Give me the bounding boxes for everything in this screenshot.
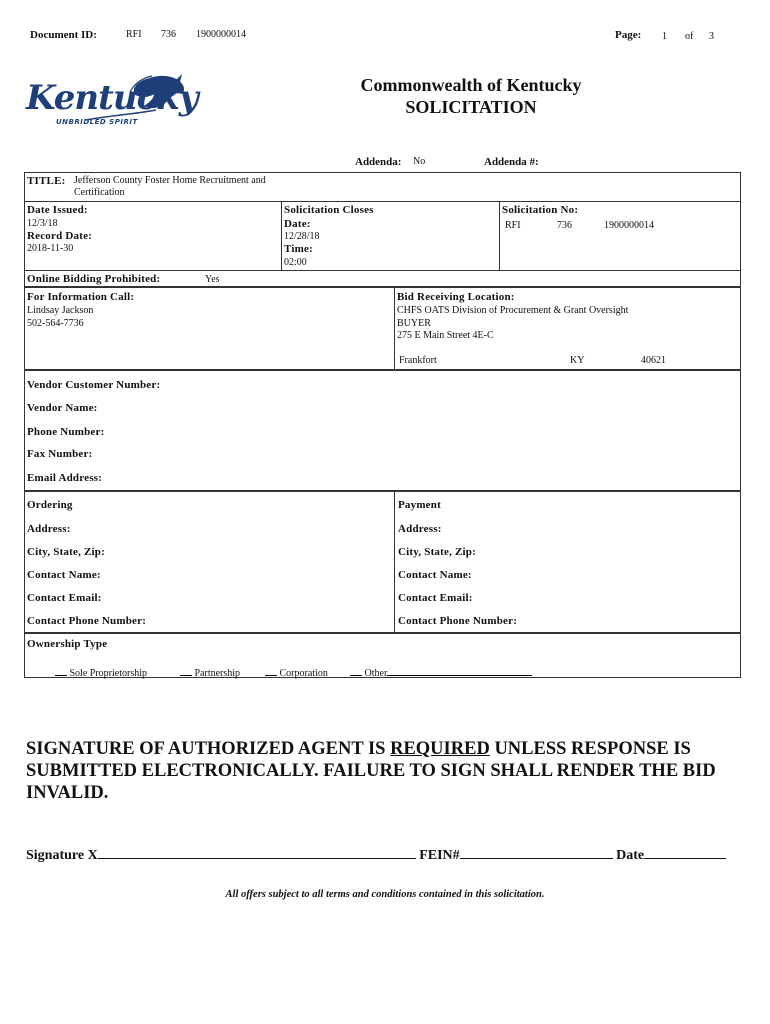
terms-footer-note: All offers subject to all terms and conditions contained in this solicitation.: [225, 889, 545, 900]
ordering-contact-phone-label: Contact Phone Number:: [27, 615, 147, 627]
payment-contact-name-label: Contact Name:: [398, 569, 472, 581]
solicitation-no-type: RFI: [505, 220, 521, 231]
closes-date-value: 12/28/18: [284, 231, 320, 242]
info-contact-phone: 502-564-7736: [27, 318, 84, 329]
doc-id-type: RFI: [126, 29, 142, 40]
solicitation-no-label: Solicitation No:: [502, 204, 579, 216]
ordering-contact-email-label: Contact Email:: [27, 592, 102, 604]
ownership-corporation-label: Corporation: [279, 668, 328, 679]
signature-field[interactable]: [98, 844, 416, 859]
kentucky-logo: [26, 70, 198, 132]
payment-heading: Payment: [398, 499, 441, 511]
ownership-partnership-option[interactable]: [180, 666, 240, 679]
payment-address-label: Address:: [398, 523, 442, 535]
info-contact-name: Lindsay Jackson: [27, 305, 94, 316]
page-title: Commonwealth of Kentucky: [360, 75, 582, 95]
payment-city-label: City, State, Zip:: [398, 546, 476, 558]
date-field[interactable]: [644, 844, 726, 859]
signature-label: Signature X: [26, 848, 98, 863]
title-value-line1: Jefferson County Foster Home Recruitment and: [74, 175, 266, 186]
page-number: 1: [662, 31, 667, 42]
logo-tagline: UNBRIDLED SPIRIT: [56, 118, 138, 126]
bid-location-line2: BUYER: [397, 318, 431, 329]
closes-label: Solicitation Closes: [284, 204, 374, 216]
ownership-corporation-blank[interactable]: [265, 666, 277, 676]
payment-contact-phone-label: Contact Phone Number:: [398, 615, 518, 627]
ownership-partnership-label: Partnership: [194, 668, 241, 679]
closes-time-label: Time:: [284, 243, 313, 255]
page-subtitle: SOLICITATION: [405, 97, 537, 117]
ownership-partnership-blank[interactable]: [180, 666, 192, 676]
bid-location-line1: CHFS OATS Division of Procurement & Grant Oversight: [397, 305, 629, 316]
payment-contact-email-label: Contact Email:: [398, 592, 473, 604]
ordering-address-label: Address:: [27, 523, 71, 535]
date-issued-label: Date Issued:: [27, 204, 88, 216]
addenda-value: No: [413, 156, 426, 167]
signature-warning: [26, 738, 756, 804]
signature-row: [26, 844, 726, 864]
warning-part1: SIGNATURE OF AUTHORIZED AGENT IS: [26, 739, 386, 759]
title-label: TITLE:: [27, 175, 66, 187]
ownership-other-blank[interactable]: [350, 666, 362, 676]
ownership-sole-blank[interactable]: [55, 666, 67, 676]
page-label: Page:: [615, 29, 642, 41]
vendor-fax-label: Fax Number:: [27, 448, 93, 460]
bid-location-state: KY: [570, 355, 585, 366]
doc-id-number: 736: [161, 29, 176, 40]
ownership-sole-option[interactable]: [55, 666, 147, 679]
ordering-city-label: City, State, Zip:: [27, 546, 105, 558]
title-value-line2: Certification: [74, 187, 125, 198]
addenda-number-label: Addenda #:: [484, 156, 539, 168]
online-bidding-value: Yes: [205, 274, 220, 285]
closes-date-label: Date:: [284, 218, 311, 230]
record-date-label: Record Date:: [27, 230, 93, 242]
fein-label: FEIN#: [419, 848, 460, 863]
ordering-payment-box: [24, 491, 741, 633]
online-bidding-label: Online Bidding Prohibited:: [27, 273, 161, 285]
info-call-label: For Information Call:: [27, 291, 135, 303]
date-label: Date: [616, 848, 645, 863]
vendor-name-label: Vendor Name:: [27, 402, 98, 414]
ordering-contact-name-label: Contact Name:: [27, 569, 101, 581]
bid-location-line3: 275 E Main Street 4E-C: [397, 330, 494, 341]
bid-location-zip: 40621: [641, 355, 666, 366]
closes-time-value: 02:00: [284, 257, 307, 268]
record-date-value: 2018-11-30: [27, 243, 74, 254]
warning-part2: UNLESS RESPONSE IS SUBMITTED ELECTRONICALLY. FAILURE TO SIGN SHALL RENDER THE BID INVALID.: [26, 739, 716, 803]
solicitation-no-code: 1900000014: [604, 220, 654, 231]
doc-id-label: Document ID:: [30, 29, 97, 41]
ownership-heading: Ownership Type: [27, 638, 108, 650]
vendor-email-label: Email Address:: [27, 472, 103, 484]
ownership-corporation-option[interactable]: [265, 666, 328, 679]
warning-required: REQUIRED: [390, 739, 490, 759]
page-total: 3: [709, 31, 714, 42]
bid-location-city: Frankfort: [399, 355, 437, 366]
logo-wordmark: Kentucky: [26, 78, 198, 118]
ownership-other-option[interactable]: [350, 666, 532, 679]
ownership-other-label: Other: [364, 668, 388, 679]
page-of: of: [685, 31, 694, 42]
vendor-customer-number-label: Vendor Customer Number:: [27, 379, 161, 391]
fein-field[interactable]: [460, 844, 613, 859]
ordering-heading: Ordering: [27, 499, 73, 511]
doc-id-code: 1900000014: [196, 29, 246, 40]
bid-location-label: Bid Receiving Location:: [397, 291, 515, 303]
solicitation-no-number: 736: [557, 220, 572, 231]
ownership-sole-label: Sole Proprietorship: [69, 668, 147, 679]
ownership-other-field[interactable]: [387, 666, 532, 676]
vendor-phone-label: Phone Number:: [27, 426, 105, 438]
addenda-label: Addenda:: [355, 156, 402, 168]
date-issued-value: 12/3/18: [27, 218, 58, 229]
